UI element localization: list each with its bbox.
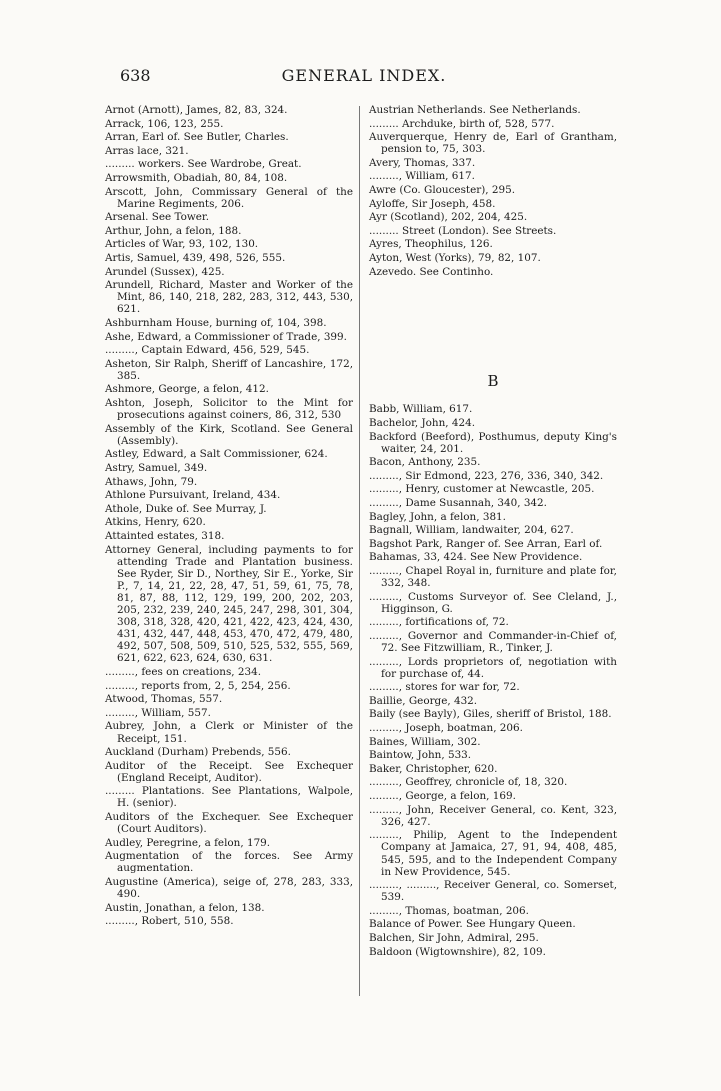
index-entry: ........., Thomas, boatman, 206. bbox=[369, 904, 529, 917]
index-entry: Articles of War, 93, 102, 130. bbox=[105, 238, 259, 251]
index-entry: Baines, William, 302. bbox=[369, 735, 481, 748]
index-entry: Awre (Co. Gloucester), 295. bbox=[369, 184, 515, 197]
index-entry: Ayton, West (Yorks), 79, 82, 107. bbox=[369, 252, 541, 265]
index-entry: ........., Geoffrey, chronicle of, 18, 320. bbox=[369, 776, 568, 789]
index-entry: Arundel (Sussex), 425. bbox=[105, 265, 225, 278]
index-entry: ........., Joseph, boatman, 206. bbox=[369, 722, 523, 735]
index-entry: Arsenal. See Tower. bbox=[105, 211, 210, 224]
index-entry: Ayloffe, Sir Joseph, 458. bbox=[369, 197, 496, 210]
index-entry: Austin, Jonathan, a felon, 138. bbox=[105, 901, 265, 914]
index-entry: ........., William, 617. bbox=[369, 170, 475, 183]
index-entry: Avery, Thomas, 337. bbox=[369, 156, 476, 169]
index-entry: Atkins, Henry, 620. bbox=[105, 516, 206, 529]
index-entry: Ashburnham House, burning of, 104, 398. bbox=[105, 317, 327, 329]
index-entry: ........., stores for war for, 72. bbox=[369, 681, 520, 694]
index-entry: Baintow, John, 533. bbox=[369, 749, 472, 762]
index-entry: Asheton, Sir Ralph, Sheriff of Lancashire, 172, 385. bbox=[105, 357, 353, 382]
index-entry: Augustine (America), seige of, 278, 283, 333, 490. bbox=[105, 876, 353, 901]
index-entry: Bahamas, 33, 424. See New Providence. bbox=[369, 551, 583, 564]
index-entry: Arrack, 106, 123, 255. bbox=[105, 117, 224, 130]
index-entry: Artis, Samuel, 439, 498, 526, 555. bbox=[105, 252, 286, 265]
index-entry: ........., Sir Edmond, 223, 276, 336, 340, 342. bbox=[369, 469, 604, 482]
index-entry: ........., Lords proprietors of, negotiation with for purchase of, 44. bbox=[369, 655, 617, 680]
index-entry: ........., Governor and Commander-in-Chief of, 72. See Fitzwilliam, R., Tinker, J. bbox=[369, 629, 617, 654]
index-entry: Baldoon (Wigtownshire), 82, 109. bbox=[369, 945, 546, 958]
index-entry: ........., John, Receiver General, co. Kent, 323, 326, 427. bbox=[369, 803, 617, 828]
index-entry: ........., fortifications of, 72. bbox=[369, 616, 509, 629]
index-entry: Arthur, John, a felon, 188. bbox=[105, 224, 242, 237]
index-entry: Attorney General, including payments to for attending Trade and Plantation business. See Ryder, Sir D., Northey, Sir E., Yorke, Sir P., 7, 14, 21, 22, 28, 47, 51, 59, 61, 75, 78, 81, 87, 88, 112, 129, 199, 200, 202, 203, 205, 232, 239, 240, 245, 247, 298, 301, 304, 308, 318, 328, 420, 421, 422, 423, 424, 430, 431, 432, 447, 448, 453, 470, 472, 479, 480, 492, 507, 508, 509, 510, 525, 532, 555, 569, 621, 622, 623, 624, 630, 631. bbox=[105, 543, 353, 665]
index-entry: Athole, Duke of. See Murray, J. bbox=[105, 502, 267, 515]
index-entry: Attainted estates, 318. bbox=[105, 530, 225, 542]
index-entry: Ashton, Joseph, Solicitor to the Mint for prosecutions against coiners, 86, 312, 530 bbox=[105, 397, 353, 422]
index-entry: Athaws, John, 79. bbox=[105, 475, 198, 488]
page-number: 638 bbox=[120, 66, 151, 85]
section-gap bbox=[369, 279, 617, 375]
index-entry: Bacon, Anthony, 235. bbox=[369, 456, 481, 469]
index-entry: ........., ........., Receiver General, co. Somerset, 539. bbox=[369, 879, 617, 904]
index-entry: ........., Philip, Agent to the Independent Company at Jamaica, 27, 91, 94, 408, 485, 545, 595, and to the Independent Company in New Providence, 545. bbox=[369, 829, 617, 878]
index-entry: Balchen, Sir John, Admiral, 295. bbox=[369, 932, 539, 945]
index-entry: Ashmore, George, a felon, 412. bbox=[105, 383, 269, 396]
index-entry: Auverquerque, Henry de, Earl of Grantham, pension to, 75, 303. bbox=[369, 131, 617, 156]
column-divider bbox=[359, 106, 360, 996]
index-entry: Astry, Samuel, 349. bbox=[105, 462, 208, 475]
index-entry: ........., Chapel Royal in, furniture and plate for, 332, 348. bbox=[369, 564, 617, 590]
index-entry: Arran, Earl of. See Butler, Charles. bbox=[105, 131, 289, 144]
index-entry: ........., Captain Edward, 456, 529, 545. bbox=[105, 344, 310, 357]
section-letter: B bbox=[487, 372, 499, 391]
index-entry: Aubrey, John, a Clerk or Minister of the Receipt, 151. bbox=[105, 720, 353, 745]
index-entry: ........., reports from, 2, 5, 254, 256. bbox=[105, 679, 291, 692]
index-entry: ........., George, a felon, 169. bbox=[369, 790, 516, 803]
index-entry: Audley, Peregrine, a felon, 179. bbox=[105, 836, 271, 849]
index-entry: ........., William, 557. bbox=[105, 706, 211, 719]
index-entry: Babb, William, 617. bbox=[369, 403, 473, 416]
index-entry: Auditors of the Exchequer. See Exchequer (Court Auditors). bbox=[105, 811, 353, 836]
index-entry: Bagshot Park, Ranger of. See Arran, Earl of. bbox=[369, 537, 603, 550]
index-entry: Balance of Power. See Hungary Queen. bbox=[369, 918, 576, 931]
index-entry: ........., Robert, 510, 558. bbox=[105, 915, 234, 928]
index-entry: Baillie, George, 432. bbox=[369, 694, 478, 707]
index-entry: Arundell, Richard, Master and Worker of the Mint, 86, 140, 218, 282, 283, 312, 443, 530, 621. bbox=[105, 279, 353, 316]
index-entry: Baker, Christopher, 620. bbox=[369, 762, 498, 775]
index-entry: Ayres, Theophilus, 126. bbox=[369, 238, 493, 251]
index-entry: Baily (see Bayly), Giles, sheriff of Bristol, 188. bbox=[369, 708, 612, 721]
right-column-top bbox=[369, 104, 617, 278]
index-entry: Assembly of the Kirk, Scotland. See General (Assembly). bbox=[105, 422, 353, 447]
index-entry: ........., Customs Surveyor of. See Cleland, J., Higginson, G. bbox=[369, 590, 617, 615]
index-entry: Bachelor, John, 424. bbox=[369, 416, 476, 429]
index-entry: Arnot (Arnott), James, 82, 83, 324. bbox=[105, 104, 288, 116]
index-entry: Azevedo. See Continho. bbox=[369, 265, 494, 278]
index-entry: Astley, Edward, a Salt Commissioner, 624. bbox=[105, 448, 328, 461]
page-title: GENERAL INDEX. bbox=[281, 66, 447, 85]
index-entry: Arscott, John, Commissary General of the Marine Regiments, 206. bbox=[105, 185, 353, 210]
index-entry: Ayr (Scotland), 202, 204, 425. bbox=[369, 211, 528, 224]
left-column bbox=[105, 104, 353, 929]
index-entry: ......... Street (London). See Streets. bbox=[369, 224, 557, 237]
right-column bbox=[369, 104, 617, 959]
index-entry: Bagnall, William, landwaiter, 204, 627. bbox=[369, 524, 574, 537]
right-column-bottom bbox=[369, 403, 617, 957]
index-entry: Arras lace, 321. bbox=[105, 144, 189, 157]
index-entry: Ashe, Edward, a Commissioner of Trade, 399. bbox=[105, 330, 347, 343]
index-entry: Augmentation of the forces. See Army augmentation. bbox=[105, 850, 353, 875]
index-entry: ........., Henry, customer at Newcastle, 205. bbox=[369, 483, 595, 496]
index-entry: Auditor of the Receipt. See Exchequer (England Receipt, Auditor). bbox=[105, 759, 353, 784]
index-entry: ......... Plantations. See Plantations, Walpole, H. (senior). bbox=[105, 785, 353, 810]
page-header bbox=[120, 66, 608, 92]
index-entry: Austrian Netherlands. See Netherlands. bbox=[369, 104, 581, 116]
index-entry: ........., Dame Susannah, 340, 342. bbox=[369, 496, 547, 509]
index-entry: Auckland (Durham) Prebends, 556. bbox=[105, 746, 291, 759]
index-entry: Bagley, John, a felon, 381. bbox=[369, 510, 506, 523]
index-entry: Arrowsmith, Obadiah, 80, 84, 108. bbox=[105, 171, 288, 184]
index-entry: ......... workers. See Wardrobe, Great. bbox=[105, 158, 302, 171]
index-entry: Athlone Pursuivant, Ireland, 434. bbox=[105, 489, 281, 502]
index-entry: ........., fees on creations, 234. bbox=[105, 666, 262, 679]
index-entry: Backford (Beeford), Posthumus, deputy King's waiter, 24, 201. bbox=[369, 430, 617, 455]
index-entry: ......... Archduke, birth of, 528, 577. bbox=[369, 117, 555, 130]
index-entry: Atwood, Thomas, 557. bbox=[105, 693, 223, 706]
